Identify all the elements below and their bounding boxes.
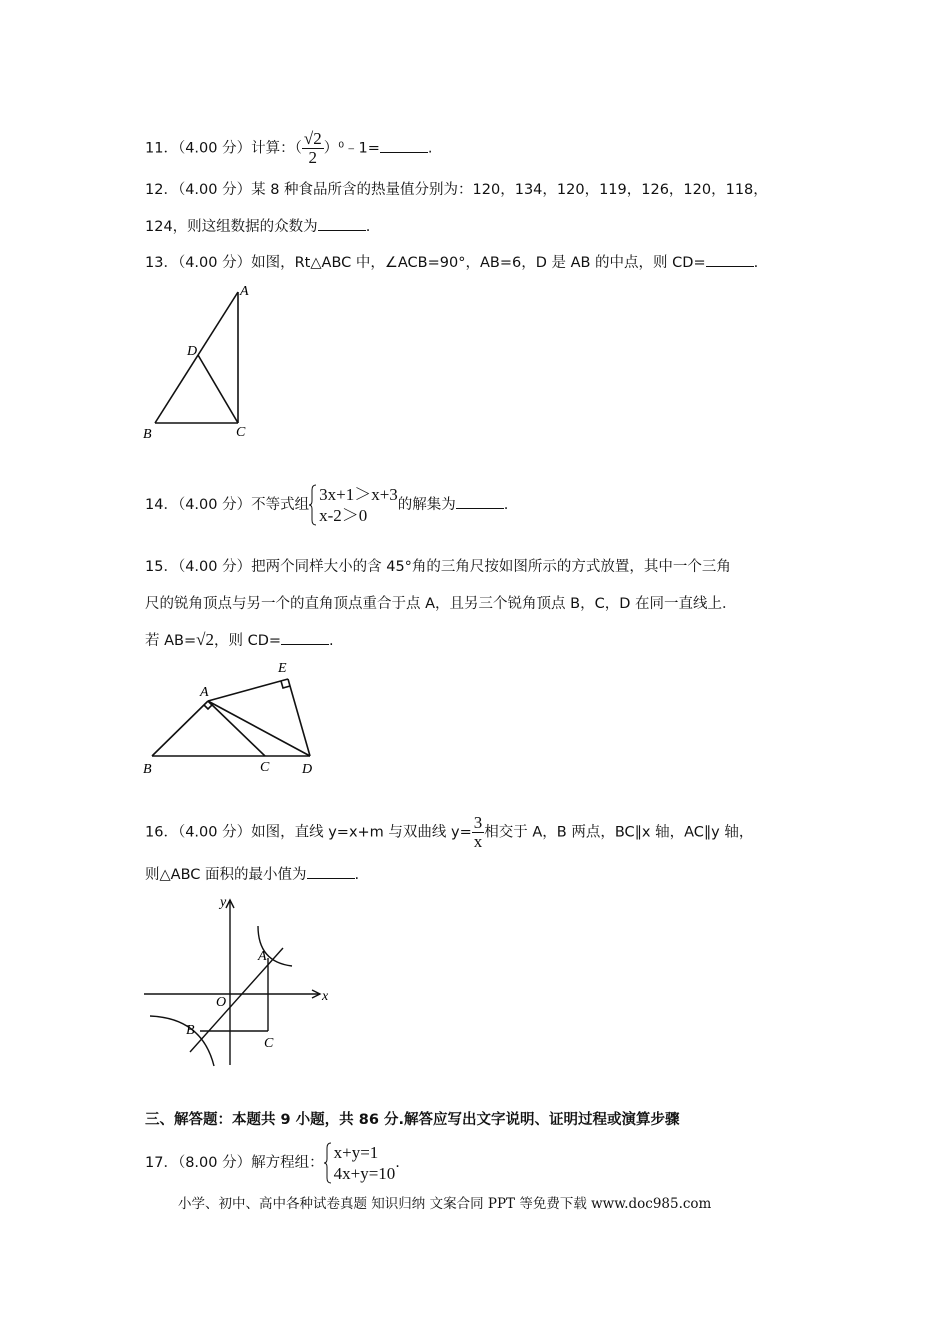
q11-answer-blank xyxy=(380,138,428,153)
q15-line3a: 若 AB= xyxy=(145,633,197,649)
q17-eq2: 4x+y=10 xyxy=(333,1164,396,1183)
q17-text: 解方程组： xyxy=(251,1155,324,1171)
q14-score: （4.00 分） xyxy=(177,497,252,513)
q15-sqrt2: √2 xyxy=(196,630,214,649)
question-11 xyxy=(145,130,433,167)
q13-triangle-figure xyxy=(140,280,260,445)
q11-number: 11． xyxy=(145,140,178,157)
q16-label-y: y xyxy=(220,895,227,910)
q16-label-x: x xyxy=(322,989,329,1004)
q15-label-e: E xyxy=(278,661,287,676)
q14-text: 不等式组 xyxy=(251,497,310,513)
q14-inequality-system xyxy=(309,484,398,526)
q12-score: （4.00 分） xyxy=(177,182,252,198)
q15-label-d: D xyxy=(302,762,313,777)
q16-text: 如图，直线 y=x+m 与双曲线 y= xyxy=(251,824,472,841)
q17-number: 17． xyxy=(145,1155,178,1171)
q17-brace-icon xyxy=(324,1142,332,1184)
q14-end: . xyxy=(503,497,509,513)
q15-text: 把两个同样大小的含 45°角的三角尺按如图所示的方式放置，其中一个三角 xyxy=(251,559,731,575)
q16-score: （4.00 分） xyxy=(177,824,252,841)
q13-score: （4.00 分） xyxy=(177,255,252,271)
q11-frac-num: √2 xyxy=(303,129,322,148)
question-15 xyxy=(145,557,731,577)
q11-frac-den: 2 xyxy=(308,148,318,167)
q13-label-d: D xyxy=(187,344,198,359)
question-17 xyxy=(145,1142,400,1184)
q11-score: （4.00 分） xyxy=(177,140,252,157)
q14-eq1: 3x+1＞x+3 xyxy=(319,485,398,504)
q16-end: . xyxy=(354,867,360,883)
q16-label-c: C xyxy=(264,1036,274,1051)
q15-score: （4.00 分） xyxy=(177,559,252,575)
q13-label-c: C xyxy=(236,425,246,440)
question-14 xyxy=(145,484,508,526)
question-12 xyxy=(145,180,768,200)
question-13 xyxy=(145,252,758,273)
question-16-line2 xyxy=(145,864,359,885)
q15-line2: 尺的锐角顶点与另一个的直角顶点重合于点 A，且另三个锐角顶点 B，C，D 在同一直线上． xyxy=(145,596,737,612)
q16-line2: 则△ABC 面积的最小值为 xyxy=(145,867,307,883)
question-15-line3 xyxy=(145,630,334,651)
q16-label-b: B xyxy=(186,1023,195,1038)
q14-tail: 的解集为 xyxy=(397,497,456,513)
q15-label-a: A xyxy=(200,685,209,700)
q13-number: 13． xyxy=(145,255,178,271)
q16-number: 16． xyxy=(145,824,178,841)
q15-set-squares-figure xyxy=(140,655,330,780)
q13-label-b: B xyxy=(143,427,152,442)
q13-label-a: A xyxy=(240,284,249,299)
q12-text: 某 8 种食品所含的热量值分别为：120，134，120，119，126，120，118， xyxy=(251,182,768,198)
q16-label-a: A xyxy=(258,949,267,964)
q16-frac-num: 3 xyxy=(473,813,483,832)
q11-fraction xyxy=(302,130,324,167)
q14-eq2: x-2＞0 xyxy=(319,506,368,525)
q15-end: . xyxy=(329,633,334,649)
q17-equation-system xyxy=(324,1142,396,1184)
q17-end: . xyxy=(395,1155,400,1171)
q17-eq1: x+y=1 xyxy=(333,1143,379,1162)
question-12-line2 xyxy=(145,216,370,237)
q16-hyperbola-figure xyxy=(140,890,340,1070)
question-16 xyxy=(145,814,753,851)
q14-brace-icon xyxy=(309,484,317,526)
q15-answer-blank xyxy=(281,630,329,645)
section-3-heading: 三、解答题：本题共 9 小题，共 86 分.解答应写出文字说明、证明过程或演算步骤 xyxy=(145,1112,680,1128)
q16-tail: 相交于 A，B 两点，BC∥x 轴，AC∥y 轴， xyxy=(484,824,754,841)
q16-frac-den: x xyxy=(473,832,483,851)
q11-tail: ）⁰﹣1= xyxy=(323,140,380,157)
question-15-line2 xyxy=(145,594,736,614)
q14-answer-blank xyxy=(456,494,504,509)
q16-fraction xyxy=(472,814,485,851)
q15-line3c: ，则 CD= xyxy=(213,633,282,649)
q15-label-b: B xyxy=(143,762,152,777)
q15-number: 15． xyxy=(145,559,178,575)
q12-answer-blank xyxy=(318,216,366,231)
q11-text: 计算：（ xyxy=(251,140,302,157)
q13-text: 如图，Rt△ABC 中，∠ACB=90°，AB=6，D 是 AB 的中点，则 CD= xyxy=(251,255,706,271)
q13-end: . xyxy=(753,255,759,271)
q11-end: . xyxy=(427,140,433,157)
q12-number: 12． xyxy=(145,182,178,198)
q13-answer-blank xyxy=(706,252,754,267)
q17-score: （8.00 分） xyxy=(177,1155,252,1171)
q14-number: 14． xyxy=(145,497,178,513)
page-footer: 小学、初中、高中各种试卷真题 知识归纳 文案合同 PPT 等免费下载 www.doc985.com xyxy=(178,1196,712,1212)
q12-end: . xyxy=(365,219,371,235)
q16-answer-blank xyxy=(307,864,355,879)
q15-label-c: C xyxy=(260,760,270,775)
q12-line2: 124，则这组数据的众数为 xyxy=(145,219,318,235)
q16-label-o: O xyxy=(216,995,227,1010)
